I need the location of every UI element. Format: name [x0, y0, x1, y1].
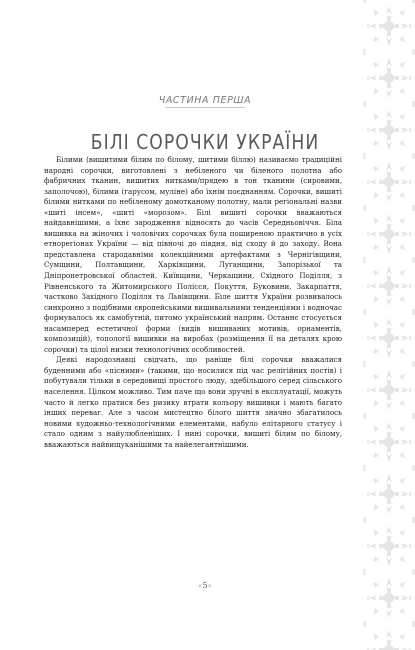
page-number-value: 5 — [202, 581, 208, 590]
title-divider — [165, 107, 245, 108]
paragraph-2: Деякі народознавці свідчать, що раніше білі сорочки вважалися буденними або «пісними» (такими, що носилися під час релігійних постів) і побутували тільки в середовищі простого люду, здебільшого серед сільського населення. Цілком можливо. Тим паче що вони зручні в експлуатації, можуть часто й легко пратися без ризику втрати кольору вишивки і мають багато інших переваг. Але з часом мистецтво білого шиття значно збагатилось новими художньо-технологічними елементами, набуло елітарного статусу і стало одним з найулюбленіших. І нині сорочки, вишиті білим по білому, вважаються найвищуканішими та найелегантнішими. — [44, 355, 342, 449]
chapter-title: БІЛІ СОРОЧКИ УКРАЇНИ — [90, 130, 320, 155]
page-number — [60, 581, 350, 590]
page-number-right-bracket: » — [207, 582, 212, 590]
page-number-left-bracket: « — [198, 582, 203, 590]
embroidery-ornament-border — [363, 0, 415, 650]
part-label: ЧАСТИНА ПЕРША — [158, 95, 252, 106]
ornament-pattern-icon — [363, 0, 415, 650]
body-text — [44, 155, 342, 450]
paragraph-1: Білими (вишитими білим по білому, шитими біллю) називаємо традиційні народні сорочки, виготовлені з небіленого чи біленого полотна або фабричних тканин, вишитих нитками/прядею в тон тканини (сировими, заполочою), білими (гарусом, муліне) або їхнім поєднанням. Сорочки, вишиті білими нитками по небіленому домотканому полотну, мали регіональні назви «шиті інсем», «шиті «морозом». Білі вишиті сорочки вважаються найдавнішими, а їхнє зародження відносять до часів Середньовіччя. Біла вишивка на жіночих і чоловічих сорочках була поширеною практично в усіх етнорегіонах України — від півночі до півдня, від сходу й до заходу. Вона представлена стародавніми колекційними артефактами з Чернігівщини, Сумщини, Полтавщини, Харківщини, Луганщини, Запорізької та Дніпропетровської областей, Київщини, Черкащини, Східного Поділля, з Рівненського та Житомирського Полісся, Покуття, Буковини, Закарпаття, частково Західного Поділля та Львівщини. Біле шиття України розвивалось синхронно з подібними європейськими вишивальними тенденціями і водночас формувалось як самобутній, питомо український напрям. Останнє стосується насамперед естетичної форми (видів вишиваних мотивів, орнаментів, композицій), топології вишивки на виробах (розміщення її на деталях крою сорочки) та цілої низки технологічних особливостей. — [44, 155, 342, 354]
